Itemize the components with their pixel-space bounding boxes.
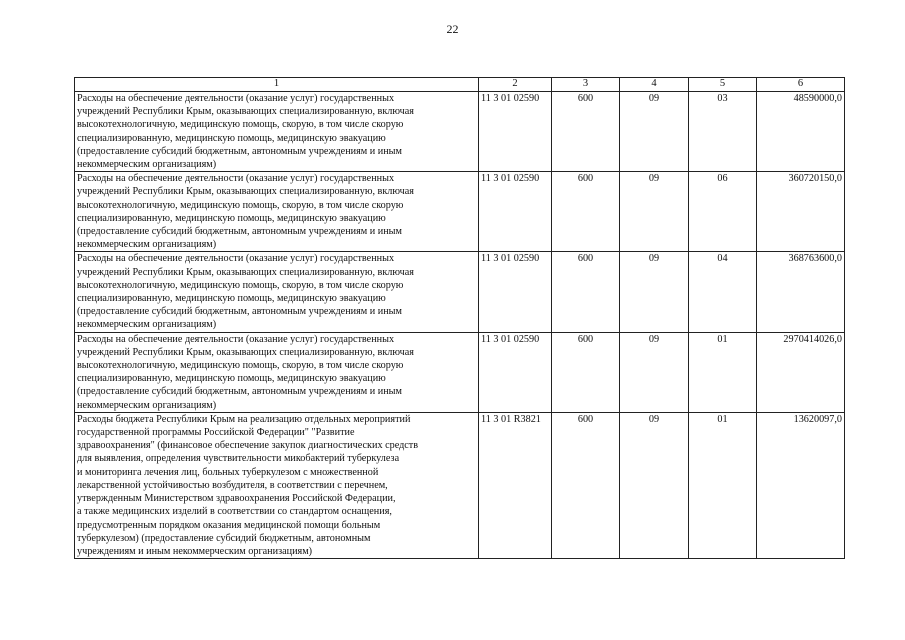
table-row bbox=[75, 332, 845, 412]
section-cell: 09 bbox=[620, 172, 689, 252]
description-cell bbox=[75, 92, 479, 172]
description-line: некоммерческим организациям) bbox=[77, 159, 217, 171]
col-header-6: 6 bbox=[757, 78, 845, 92]
amount-cell: 13620097,0 bbox=[757, 412, 845, 558]
expense-type-cell: 600 bbox=[552, 92, 620, 172]
description-line: а также медицинских изделий в соответствии со стандартом оснащения, bbox=[77, 506, 392, 518]
description-line: учреждений Республики Крым, оказывающих специализированную, включая bbox=[77, 186, 414, 198]
description-line: (предоставление субсидий бюджетным, автономным учреждениям и иным bbox=[77, 306, 402, 318]
subsection-cell: 01 bbox=[689, 412, 757, 558]
table-row bbox=[75, 252, 845, 332]
col-header-1: 1 bbox=[75, 78, 479, 92]
description-line: высокотехнологичную, медицинскую помощь, скорую, в том числе скорую bbox=[77, 360, 404, 372]
description-line: (предоставление субсидий бюджетным, автономным учреждениям и иным bbox=[77, 145, 402, 157]
description-line: учреждений Республики Крым, оказывающих специализированную, включая bbox=[77, 266, 414, 278]
description-line: некоммерческим организациям) bbox=[77, 239, 217, 251]
description-line: здравоохранения" (финансовое обеспечение закупок диагностических средств bbox=[77, 440, 419, 452]
budget-table bbox=[74, 77, 845, 559]
description-line: учреждений Республики Крым, оказывающих специализированную, включая bbox=[77, 346, 414, 358]
header-row bbox=[75, 78, 845, 92]
target-code-cell: 11 3 01 02590 bbox=[479, 92, 552, 172]
description-line: специализированную, медицинскую помощь, медицинскую эвакуацию bbox=[77, 293, 386, 305]
table-row bbox=[75, 412, 845, 558]
description-line: Расходы на обеспечение деятельности (оказание услуг) государственных bbox=[77, 333, 395, 345]
description-line: специализированную, медицинскую помощь, медицинскую эвакуацию bbox=[77, 373, 386, 385]
description-line: для выявления, определения чувствительности микобактерий туберкулеза bbox=[77, 453, 400, 465]
description-line: учреждений Республики Крым, оказывающих специализированную, включая bbox=[77, 106, 414, 118]
description-cell bbox=[75, 252, 479, 332]
expense-type-cell: 600 bbox=[552, 412, 620, 558]
amount-cell: 360720150,0 bbox=[757, 172, 845, 252]
description-line: туберкулезом) (предоставление субсидий бюджетным, автономным bbox=[77, 532, 371, 544]
description-line: предусмотренным порядком оказания медицинской помощи больным bbox=[77, 519, 381, 531]
page-number: 22 bbox=[446, 22, 459, 36]
expense-type-cell: 600 bbox=[552, 172, 620, 252]
description-line: учреждениям и иным некоммерческим организациям) bbox=[77, 545, 313, 557]
description-line: государственной программы Российской Федерации" "Развитие bbox=[77, 427, 355, 439]
table-row bbox=[75, 172, 845, 252]
description-line: Расходы на обеспечение деятельности (оказание услуг) государственных bbox=[77, 253, 395, 265]
description-line: Расходы на обеспечение деятельности (оказание услуг) государственных bbox=[77, 93, 395, 104]
description-line: и мониторинга лечения лиц, больных туберкулезом с множественной bbox=[77, 466, 379, 478]
description-line: Расходы бюджета Республики Крым на реализацию отдельных мероприятий bbox=[77, 413, 411, 425]
description-line: Расходы на обеспечение деятельности (оказание услуг) государственных bbox=[77, 173, 395, 185]
description-line: специализированную, медицинскую помощь, медицинскую эвакуацию bbox=[77, 132, 386, 144]
description-line: (предоставление субсидий бюджетным, автономным учреждениям и иным bbox=[77, 386, 402, 398]
description-cell bbox=[75, 172, 479, 252]
section-cell: 09 bbox=[620, 332, 689, 412]
target-code-cell: 11 3 01 02590 bbox=[479, 332, 552, 412]
description-cell bbox=[75, 332, 479, 412]
description-line: высокотехнологичную, медицинскую помощь, скорую, в том числе скорую bbox=[77, 279, 404, 291]
target-code-cell: 11 3 01 R3821 bbox=[479, 412, 552, 558]
table-row bbox=[75, 92, 845, 172]
col-header-5: 5 bbox=[689, 78, 757, 92]
description-line: высокотехнологичную, медицинскую помощь, скорую, в том числе скорую bbox=[77, 119, 404, 131]
description-line: высокотехнологичную, медицинскую помощь, скорую, в том числе скорую bbox=[77, 199, 404, 211]
amount-cell: 368763600,0 bbox=[757, 252, 845, 332]
section-cell: 09 bbox=[620, 412, 689, 558]
description-line: лекарственной устойчивостью возбудителя, в соответствии с перечнем, bbox=[77, 479, 388, 491]
amount-cell: 48590000,0 bbox=[757, 92, 845, 172]
amount-cell: 2970414026,0 bbox=[757, 332, 845, 412]
subsection-cell: 03 bbox=[689, 92, 757, 172]
description-line: специализированную, медицинскую помощь, медицинскую эвакуацию bbox=[77, 212, 386, 224]
section-cell: 09 bbox=[620, 252, 689, 332]
subsection-cell: 01 bbox=[689, 332, 757, 412]
section-cell: 09 bbox=[620, 92, 689, 172]
description-line: некоммерческим организациям) bbox=[77, 399, 217, 411]
description-cell bbox=[75, 412, 479, 558]
description-line: утвержденным Министерством здравоохранения Российской Федерации, bbox=[77, 493, 396, 505]
col-header-3: 3 bbox=[552, 78, 620, 92]
col-header-2: 2 bbox=[479, 78, 552, 92]
subsection-cell: 06 bbox=[689, 172, 757, 252]
target-code-cell: 11 3 01 02590 bbox=[479, 252, 552, 332]
expense-type-cell: 600 bbox=[552, 332, 620, 412]
col-header-4: 4 bbox=[620, 78, 689, 92]
target-code-cell: 11 3 01 02590 bbox=[479, 172, 552, 252]
subsection-cell: 04 bbox=[689, 252, 757, 332]
description-line: некоммерческим организациям) bbox=[77, 319, 217, 331]
description-line: (предоставление субсидий бюджетным, автономным учреждениям и иным bbox=[77, 226, 402, 238]
expense-type-cell: 600 bbox=[552, 252, 620, 332]
